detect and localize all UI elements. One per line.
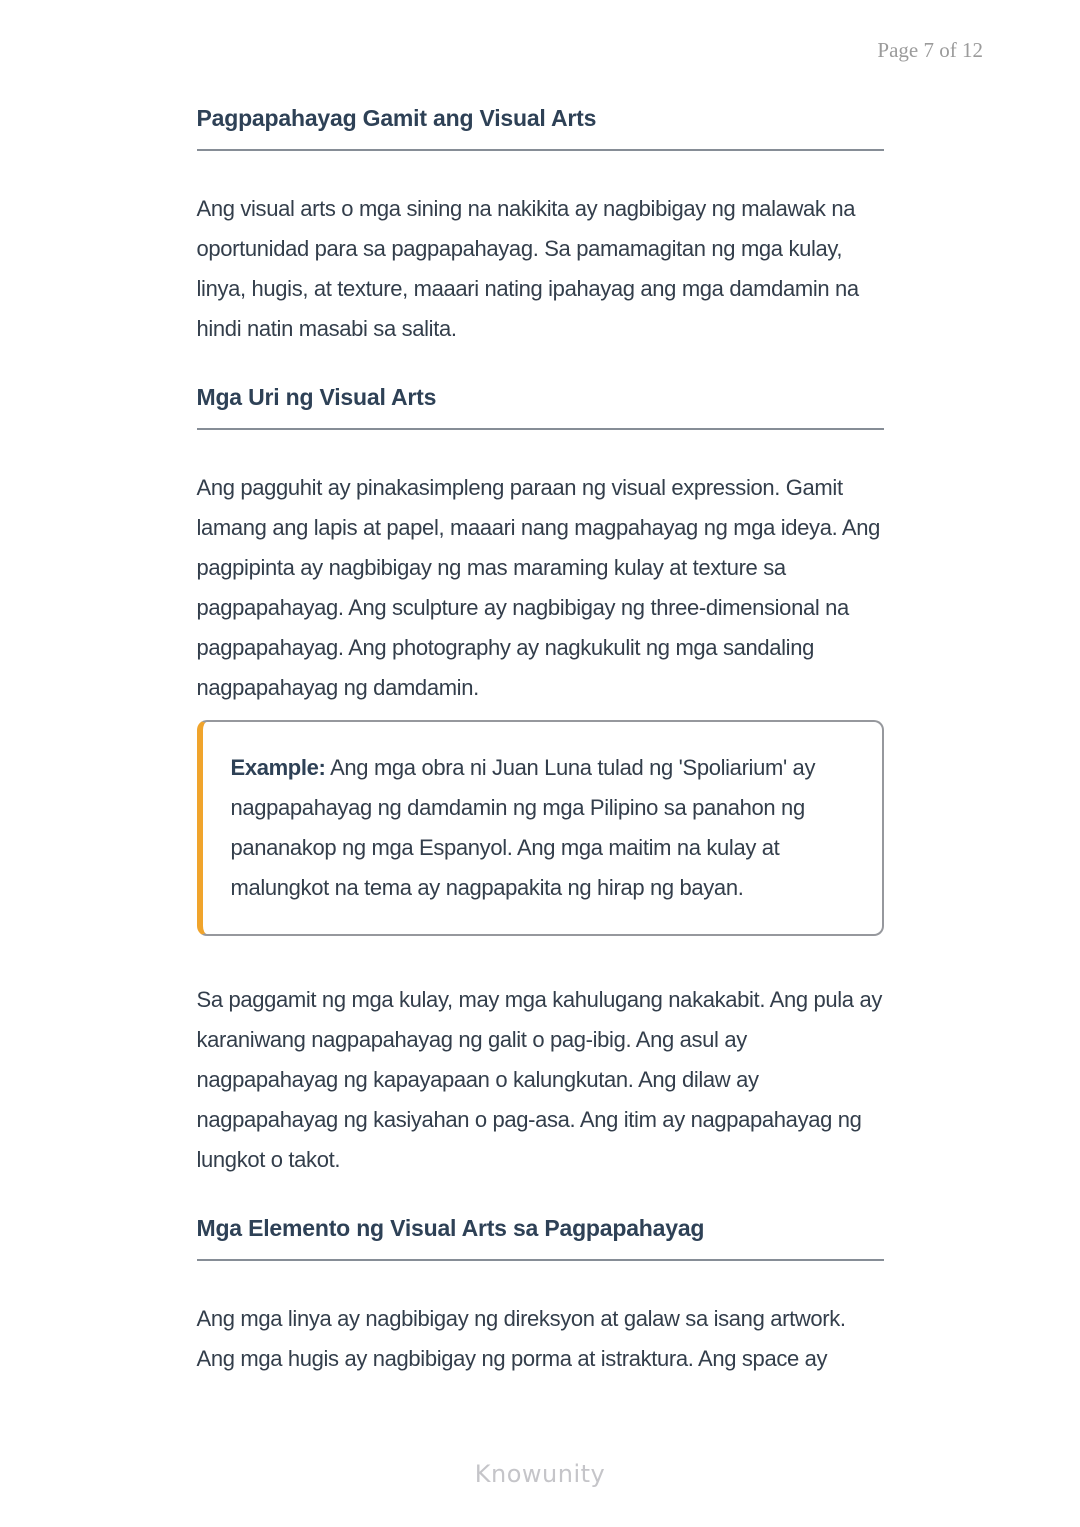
heading-divider — [197, 149, 884, 151]
heading-mga-elemento-ng-visual-arts: Mga Elemento ng Visual Arts sa Pagpapahayag — [196, 1215, 705, 1241]
page-indicator: Page 7 of 12 — [877, 38, 983, 62]
heading-mga-uri-ng-visual-arts: Mga Uri ng Visual Arts — [196, 384, 437, 410]
example-body — [231, 748, 852, 908]
knowunity-watermark: Knowunity — [474, 1460, 606, 1488]
example-callout — [197, 720, 884, 936]
document-content — [197, 0, 884, 1379]
example-text: Ang mga obra ni Juan Luna tulad ng 'Spoliarium' ay nagpapahayag ng damdamin ng mga Pilipino sa panahon ng pananakop ng mga Espanyol. Ang mga maitim na kulay at malungkot na tema ay nagpapakita ng hirap ng bayan. — [230, 755, 816, 900]
heading-pagpapahayag-gamit-ang-visual-arts: Pagpapahayag Gamit ang Visual Arts — [196, 105, 597, 131]
paragraph-mga-elemento: Ang mga linya ay nagbibigay ng direksyon at galaw sa isang artwork. Ang mga hugis ay nagbibigay ng porma at istraktura. Ang space ay — [196, 1306, 846, 1371]
paragraph-kahulugan-ng-mga-kulay: Sa paggamit ng mga kulay, may mga kahulugang nakakabit. Ang pula ay karaniwang nagpapahayag ng galit o pag-ibig. Ang asul ay nagpapahayag ng kapayapaan o kalungkutan. Ang dilaw ay nagpapahayag ng kasiyahan o pag-asa. Ang itim ay nagpapahayag ng lungkot o takot. — [196, 987, 882, 1172]
paragraph-uri-ng-visual-arts: Ang pagguhit ay pinakasimpleng paraan ng visual expression. Gamit lamang ang lapis at papel, maaari nang magpahayag ng mga ideya. Ang pagpipinta ay nagbibigay ng mas maraming kulay at texture sa pagpapahayag. Ang sculpture ay nagbibigay ng three-dimensional na pagpapahayag. Ang photography ay nagkukulit ng mga sandaling nagpapahayag ng damdamin. — [196, 475, 880, 700]
heading-divider — [197, 428, 884, 430]
paragraph-visual-arts-intro: Ang visual arts o mga sining na nakikita ay nagbibigay ng malawak na oportunidad para sa pagpapahayag. Sa pamamagitan ng mga kulay, linya, hugis, at texture, maaari nating ipahayag ang mga damdamin na hindi natin masabi sa salita. — [196, 196, 859, 341]
heading-divider — [197, 1259, 884, 1261]
example-label: Example: — [230, 755, 326, 780]
